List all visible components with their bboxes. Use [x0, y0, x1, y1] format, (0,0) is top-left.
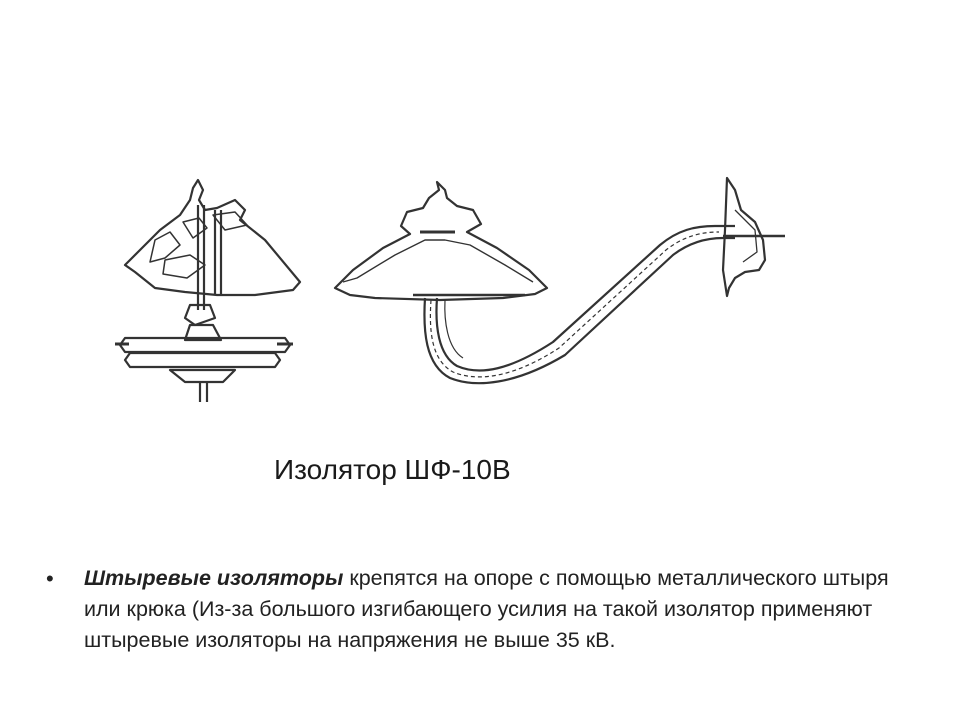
insulator-on-pin: [115, 180, 300, 402]
bullet-marker: •: [46, 566, 54, 591]
insulator-on-hook: [335, 178, 785, 383]
figure-caption: Изолятор ШФ-10В: [274, 454, 511, 485]
bullet-term: Штыревые изоляторы: [84, 566, 344, 590]
insulator-illustration: [95, 170, 795, 410]
bullet-item: [44, 563, 924, 656]
bullet-text: крепятся на опоре с помощью металлического штыря или крюка (Из-за большого изгибающего усилия на такой изолятор применяют штыревые изоляторы на напряжения не выше 35 кВ.: [84, 566, 889, 652]
bullet-list: [44, 563, 924, 656]
